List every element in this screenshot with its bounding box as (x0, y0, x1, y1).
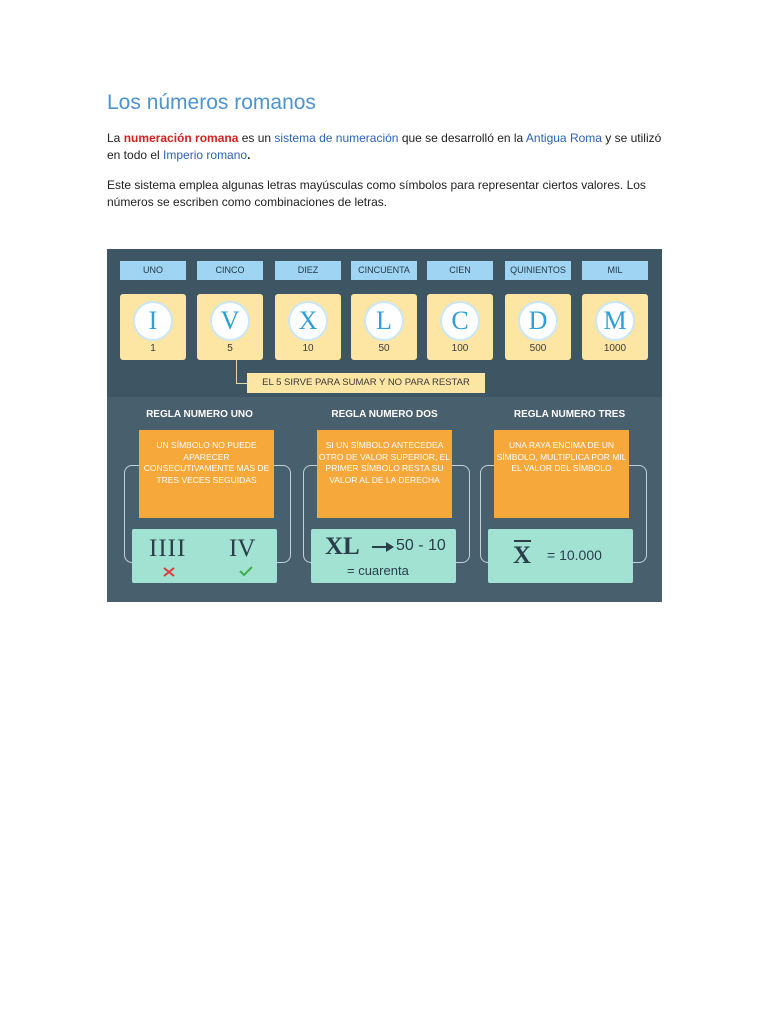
numeral-label-mil: MIL (582, 261, 648, 280)
numeral-value: 1 (150, 343, 156, 354)
rule-two-text: SI UN SÍMBOLO ANTECEDEA OTRO DE VALOR SUPERIOR, EL PRIMER SÍMBOLO RESTA SU VALOR AL DE LA DERECHA (317, 430, 452, 518)
rule-one-title: REGLA NUMERO UNO (146, 409, 253, 420)
numeral-label-cinco: CINCO (197, 261, 263, 280)
numeral-symbol: X (288, 301, 328, 341)
numeral-label-uno: UNO (120, 261, 186, 280)
numeral-symbol: C (440, 301, 480, 341)
numeral-value: 1000 (603, 343, 627, 354)
numeral-card-x (275, 294, 341, 360)
example-xl-numeral: XL (325, 533, 360, 560)
numeral-symbol: D (518, 301, 558, 341)
numeral-card-d (505, 294, 571, 360)
intro-text-3: que se desarrolló en la (398, 131, 526, 145)
rule-two-example (311, 529, 456, 583)
numeral-label-quinientos: QUINIENTOS (505, 261, 571, 280)
check-icon (238, 565, 254, 577)
intro-text-4: y se utilizó en todo el (107, 131, 662, 162)
description-paragraph: Este sistema emplea algunas letras mayúsculas como símbolos para representar ciertos valores. Los números se escriben como combinaciones de letras. (107, 178, 646, 209)
numeral-value: 5 (227, 343, 233, 354)
intro-text-1: La (107, 131, 124, 145)
numeral-label-cincuenta: CINCUENTA (351, 261, 417, 280)
numeral-label-cien: CIEN (427, 261, 493, 280)
rule-three-text: UNA RAYA ENCIMA DE UN SÍMBOLO, MULTIPLICA POR MIL EL VALOR DEL SÍMBOLO (494, 430, 629, 518)
rule-three-title: REGLA NUMERO TRES (513, 409, 626, 420)
rule-three-example (488, 529, 633, 583)
highlight-numeracion-romana: numeración romana (123, 131, 239, 145)
link-sistema-de-numeracion[interactable]: sistema de numeración (274, 131, 399, 145)
example-result: = cuarenta (347, 563, 409, 578)
numeral-card-m (582, 294, 648, 360)
numeral-symbol: L (364, 301, 404, 341)
intro-text-5: . (247, 148, 251, 162)
rule-one-text: UN SÍMBOLO NO PUEDE APARECER CONSECUTIVAMENTE MAS DE TRES VECES SEGUIDAS (139, 430, 274, 518)
cross-icon (162, 566, 176, 578)
numeral-symbol: I (133, 301, 173, 341)
numeral-card-c (427, 294, 493, 360)
roman-numerals-infographic (107, 249, 662, 602)
page-title: Los números romanos (107, 91, 316, 114)
note-five-rule: EL 5 SIRVE PARA SUMAR Y NO PARA RESTAR (247, 373, 485, 393)
numeral-card-l (351, 294, 417, 360)
arrow-right-icon (371, 541, 395, 553)
example-right-numeral: IV (229, 535, 256, 562)
intro-text-2: es un (238, 131, 275, 145)
rule-one-example (132, 529, 277, 583)
numeral-card-i (120, 294, 186, 360)
example-x-numeral: X (513, 542, 532, 569)
numeral-value: 50 (378, 343, 390, 354)
example-calc: 50 - 10 (396, 537, 446, 554)
numeral-label-diez: DIEZ (275, 261, 341, 280)
numeral-value: 10 (302, 343, 314, 354)
example-wrong-numeral: IIII (149, 535, 187, 562)
numeral-value: 500 (529, 343, 547, 354)
numeral-symbol: M (595, 301, 635, 341)
intro-paragraph (107, 130, 667, 164)
example-result: = 10.000 (547, 547, 602, 563)
numeral-card-v (197, 294, 263, 360)
link-imperio-romano[interactable]: Imperio romano (163, 148, 248, 162)
numeral-value: 100 (451, 343, 469, 354)
numeral-symbol: V (210, 301, 250, 341)
rule-two-title: REGLA NUMERO DOS (331, 409, 438, 420)
link-antigua-roma[interactable]: Antigua Roma (525, 131, 602, 145)
